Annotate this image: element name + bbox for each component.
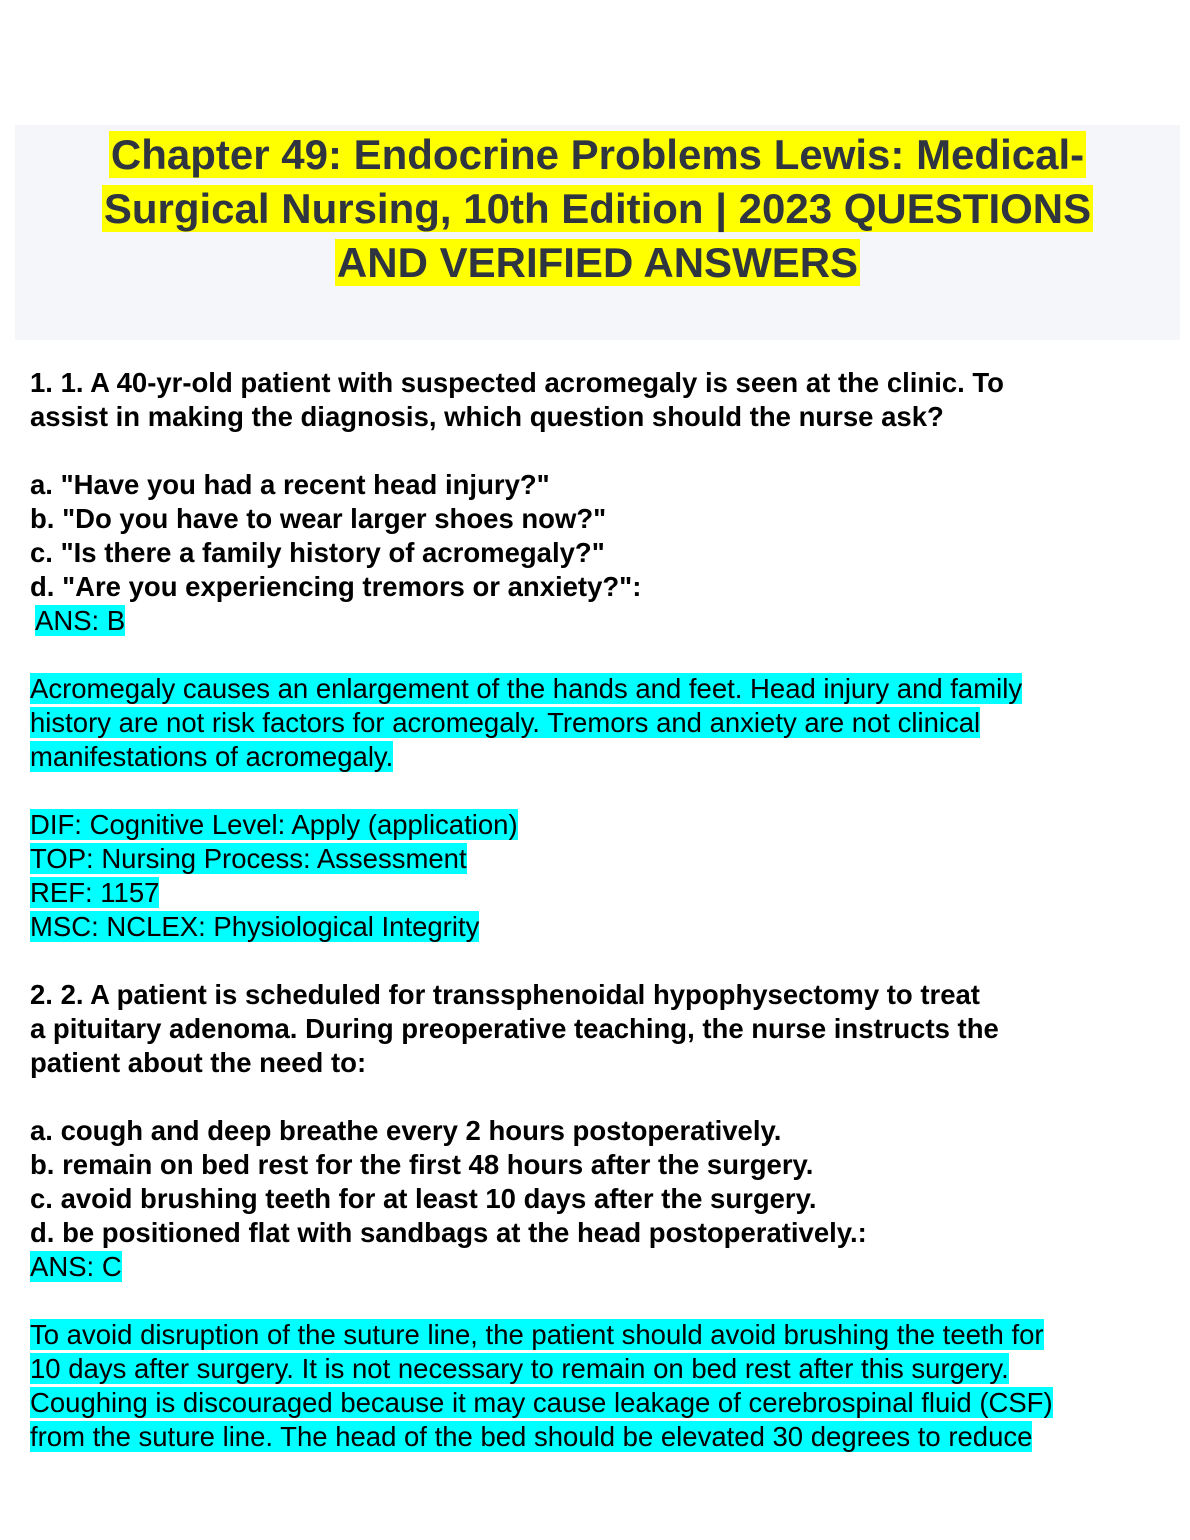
title-line-1: Chapter 49: Endocrine Problems Lewis: Medical- (110, 131, 1085, 178)
meta-dif: DIF: Cognitive Level: Apply (application) (30, 809, 518, 840)
option-d: d. be positioned flat with sandbags at the head postoperatively.: (30, 1217, 867, 1248)
meta-msc: MSC: NCLEX: Physiological Integrity (30, 911, 480, 942)
stem-line: 1. 1. A 40-yr-old patient with suspected acromegaly is seen at the clinic. To (30, 367, 1004, 398)
option-d: d. "Are you experiencing tremors or anxiety?": (30, 571, 642, 602)
title-line-3: AND VERIFIED ANSWERS (336, 239, 859, 286)
rationale-line: Coughing is discouraged because it may cause leakage of cerebrospinal fluid (CSF) (30, 1387, 1053, 1418)
option-a: a. "Have you had a recent head injury?" (30, 469, 550, 500)
stem-line: 2. 2. A patient is scheduled for transsphenoidal hypophysectomy to treat (30, 979, 980, 1010)
title-line-2: Surgical Nursing, 10th Edition | 2023 QUESTIONS (103, 185, 1092, 232)
option-b: b. remain on bed rest for the first 48 hours after the surgery. (30, 1149, 814, 1180)
option-a: a. cough and deep breathe every 2 hours postoperatively. (30, 1115, 782, 1146)
rationale-line: To avoid disruption of the suture line, the patient should avoid brushing the teeth for (30, 1319, 1044, 1350)
rationale (30, 1318, 1170, 1454)
answer-options (30, 468, 1170, 604)
option-c: c. avoid brushing teeth for at least 10 days after the surgery. (30, 1183, 817, 1214)
question-2 (30, 978, 1170, 1454)
rationale-line: Acromegaly causes an enlargement of the hands and feet. Head injury and family (30, 673, 1023, 704)
rationale-line: manifestations of acromegaly. (30, 741, 394, 772)
meta-ref: REF: 1157 (30, 877, 160, 908)
rationale-line: from the suture line. The head of the bed should be elevated 30 degrees to reduce (30, 1421, 1033, 1452)
question-stem (30, 978, 1170, 1080)
meta-top: TOP: Nursing Process: Assessment (30, 843, 467, 874)
stem-line: assist in making the diagnosis, which question should the nurse ask? (30, 401, 944, 432)
rationale-line: history are not risk factors for acromegaly. Tremors and anxiety are not clinical (30, 707, 981, 738)
answer-options (30, 1114, 1170, 1250)
question-stem (30, 366, 1170, 434)
stem-line: a pituitary adenoma. During preoperative teaching, the nurse instructs the (30, 1013, 999, 1044)
option-b: b. "Do you have to wear larger shoes now?" (30, 503, 607, 534)
question-1 (30, 366, 1170, 944)
answer-key: ANS: B (35, 605, 126, 636)
answer-key: ANS: C (30, 1251, 122, 1282)
rationale (30, 672, 1170, 774)
option-c: c. "Is there a family history of acromegaly?" (30, 537, 605, 568)
document-body (30, 366, 1170, 1454)
question-metadata (30, 808, 1170, 944)
stem-line: patient about the need to: (30, 1047, 367, 1078)
rationale-line: 10 days after surgery. It is not necessary to remain on bed rest after this surgery. (30, 1353, 1009, 1384)
page-title (15, 128, 1180, 290)
